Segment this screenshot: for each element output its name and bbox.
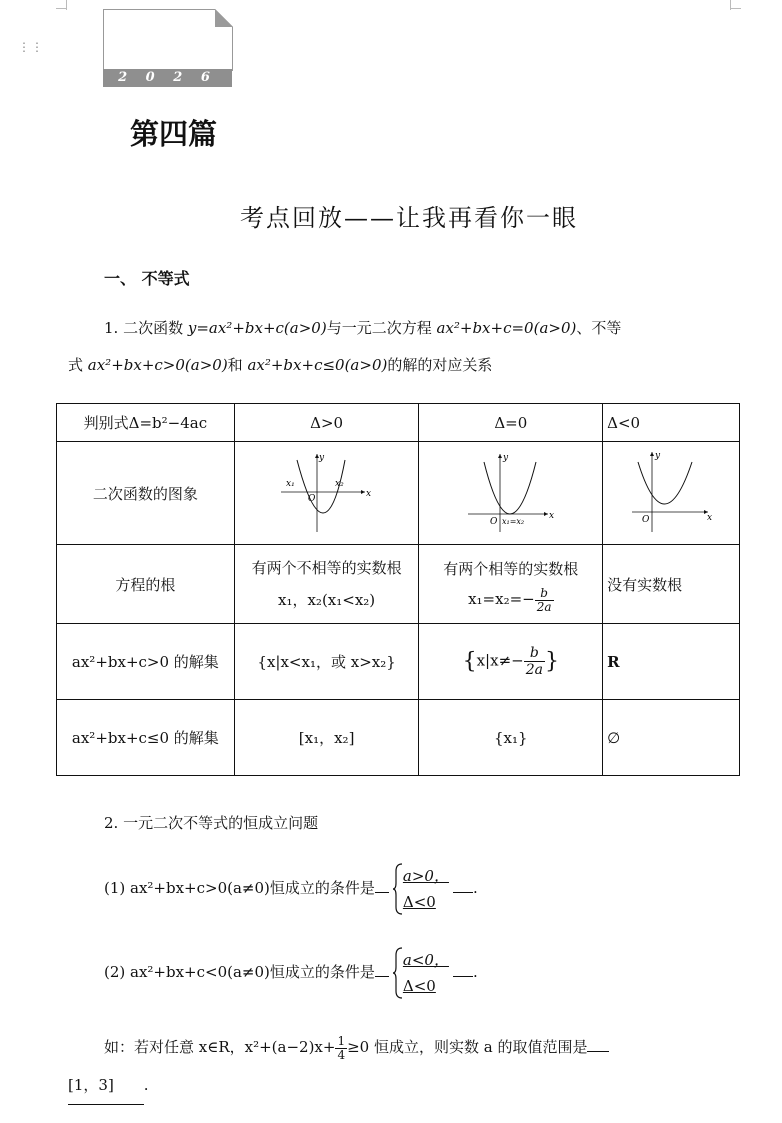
condition-2-delta: Δ<0 [402,977,436,995]
condition-2-text: (2) ax²+bx+c<0(a≠0)恒成立的条件是 [104,963,375,981]
parabola-no-root-graph [626,448,716,534]
item1-eq: ax²+bx+c=0(a>0) [436,319,577,337]
item1-text: 的解的对应关系 [387,356,493,374]
item1-line1 [104,309,621,347]
main-title: 考点回放——让我再看你一眼 [240,204,578,232]
example-text-post: ≥0 恒成立，则实数 a 的取值范围是 [347,1038,588,1056]
relation-table [56,403,740,776]
gt-set-two-roots: {x|x<x₁，或 x>x₂} [234,624,419,700]
origin-label: O [307,494,315,504]
double-root-label: x₁=x₂ [501,517,524,526]
example-answer-line: [1，3] . [68,1066,149,1105]
year-badge [103,9,233,87]
item1-eq: ax²+bx+c≤0(a>0) [247,356,388,374]
gt-row-label: ax²+bx+c>0 的解集 [57,624,235,700]
condition-2-a: a<0， [402,951,449,969]
item2-condition-2: (2) ax²+bx+c<0(a≠0)恒成立的条件是 $\frac{a<0,}{\Delta<0}$ . [104,946,478,999]
condition-2-system [393,947,449,999]
crop-mark-right-h [731,8,741,9]
parabola-two-roots-graph [277,448,377,534]
axis-y-label: y [502,453,508,463]
fraction-num: b [535,587,554,601]
header-delta-gt: Δ>0 [234,404,419,442]
item1-eq: y=ax²+bx+c(a>0) [187,319,327,337]
graph-row-label: 二次函数的图象 [57,442,235,545]
axis-y-label: y [318,453,324,463]
example-line [104,1028,609,1066]
root-x1-label: x₁ [285,479,295,489]
origin-label: O [489,517,498,527]
item2-condition-1: (1) ax²+bx+c>0(a≠0)恒成立的条件是 $\frac{a>0,}{\Delta<0}$ . [104,862,478,915]
root-x2-label: x₂ [334,479,344,489]
graph-two-roots [234,442,419,545]
table-row [57,624,740,700]
left-brace-icon [393,863,403,915]
part-title: 第四篇 [130,117,218,151]
parabola-one-root-graph [466,448,556,534]
item1-text: 、不等 [576,319,622,337]
fraction-num: 1 [337,1033,346,1048]
condition-1-a: a>0， [402,867,449,885]
item1-text: 式 [68,356,88,374]
roots-two-distinct: 有两个不相等的实数根 x₁，x₂(x₁<x₂) [234,545,419,624]
item1-text: 与一元二次方程 [326,319,437,337]
fraction-one-quarter [335,1035,347,1062]
le-set-single: {x₁} [419,700,603,776]
condition-1-text: (1) ax²+bx+c>0(a≠0)恒成立的条件是 [104,879,375,897]
fraction-den: 2a [536,599,552,614]
roots-double [419,545,603,624]
header-delta-eq: Δ=0 [419,404,603,442]
roots-double-text: 有两个相等的实数根 x₁=x₂=− [443,560,579,608]
fraction-b-over-2a [524,645,545,678]
roots-none: 没有实数根 [603,545,740,624]
graph-no-root [603,442,740,545]
origin-label: O [642,515,650,525]
item2-title: 2. 一元二次不等式的恒成立问题 [104,814,319,832]
axis-y-label: y [655,451,661,461]
axis-x-label: x [548,511,554,521]
crop-mark-left-h [56,8,66,9]
example-answer: [1，3] [68,1066,144,1105]
condition-1-system [393,863,449,915]
gt-set-all-reals: R [603,624,740,700]
left-brace-icon [393,947,403,999]
crop-mark-left [66,0,67,10]
folded-page-icon [103,9,233,71]
le-set-empty: ∅ [603,700,740,776]
section-heading: 一、 不等式 [104,269,190,288]
condition-1-delta: Δ<0 [402,893,436,911]
example-text: 如：若对任意 x∈R，x²+(a−2)x+ [104,1038,336,1056]
drag-handle-icon[interactable]: ⋮⋮ [18,40,44,54]
graph-one-root [419,442,603,545]
fraction-b-over-2a [535,587,554,614]
header-delta-lt: Δ<0 [603,404,740,442]
fraction-num: b [524,645,545,662]
gt-set-double-root: {x|x≠− $\frac{b}{2a}$ } [419,624,603,700]
badge-year: 2 0 2 6 [103,69,232,87]
le-row-label: ax²+bx+c≤0 的解集 [57,700,235,776]
item1-eq: ax²+bx+c>0(a>0) [87,356,228,374]
table-row [57,404,740,442]
table-row [57,442,740,545]
table-row [57,545,740,624]
fraction-den: 4 [337,1047,346,1062]
axis-x-label: x [707,513,713,523]
item1-text: 1. 二次函数 [104,319,188,337]
item1-text: 和 [227,356,248,374]
header-discriminant: 判别式Δ=b²−4ac [57,404,235,442]
table-row [57,700,740,776]
roots-row-label: 方程的根 [57,545,235,624]
fraction-den: 2a [525,662,543,678]
le-set-interval: [x₁，x₂] [234,700,419,776]
gt-set-double-text: x|x≠− [476,651,524,670]
axis-x-label: x [365,489,371,499]
item1-line2 [68,346,492,384]
